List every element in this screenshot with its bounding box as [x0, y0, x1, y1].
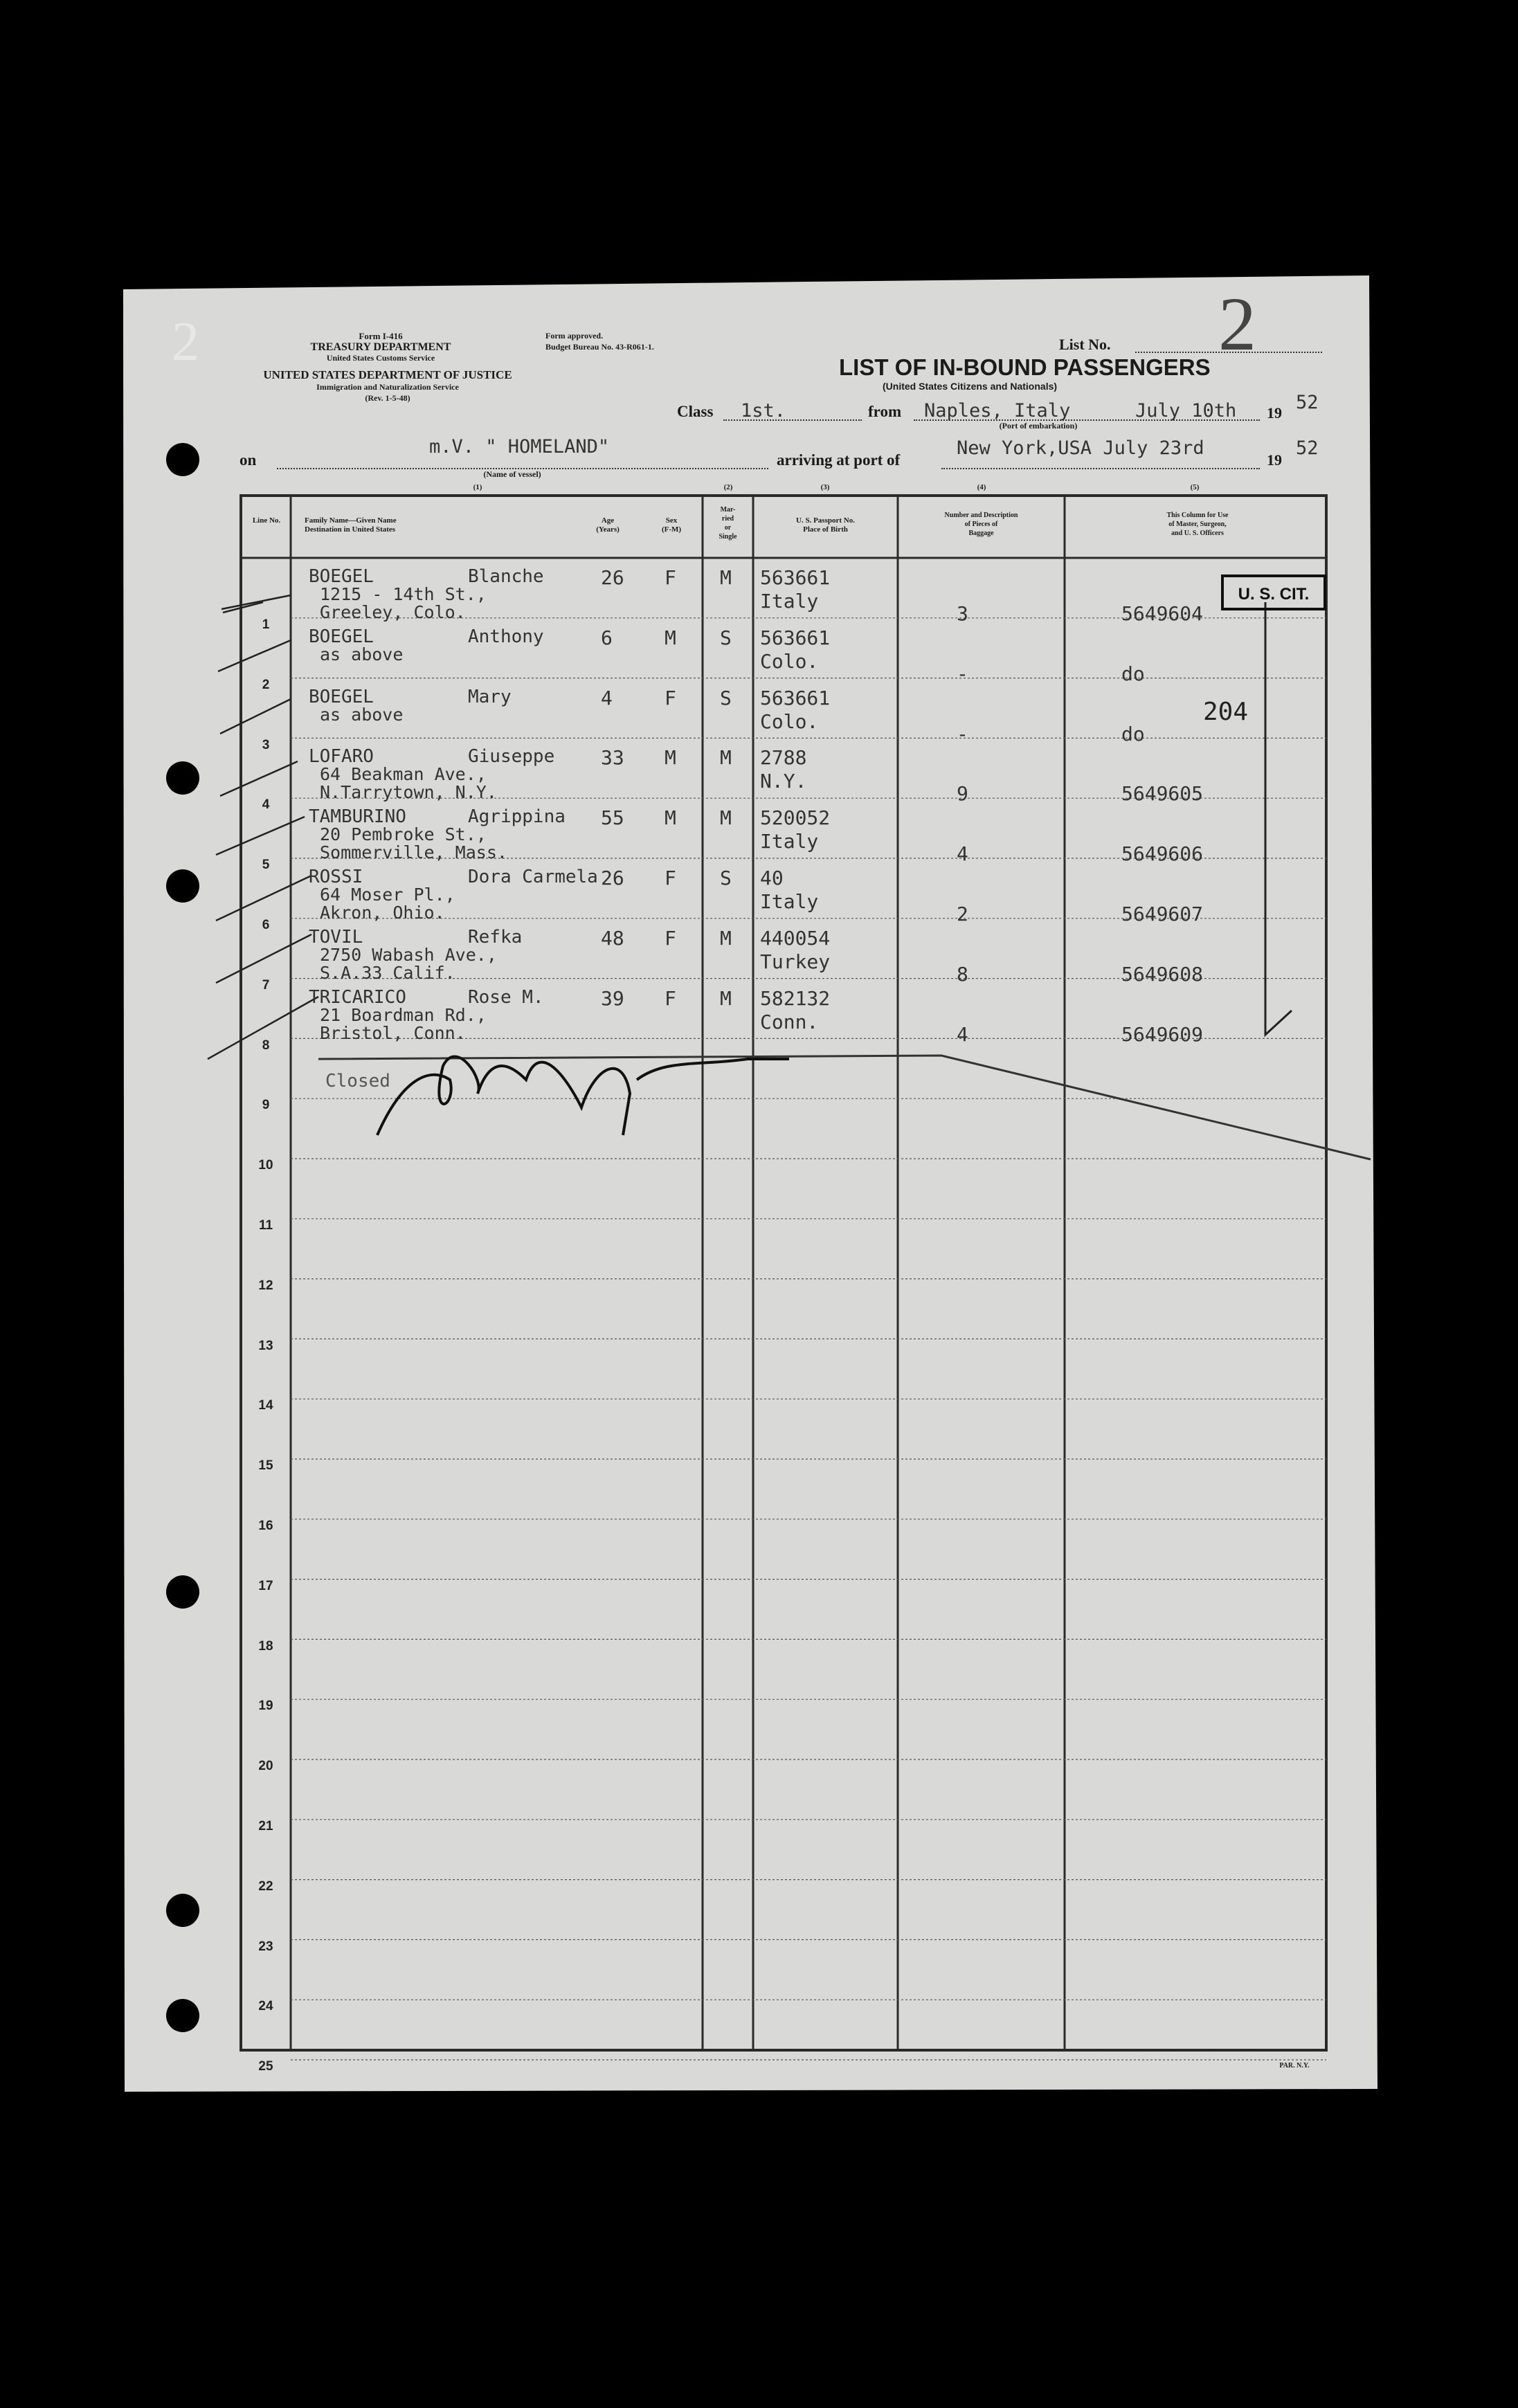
ins-label: Immigration and Naturalization Service: [316, 382, 459, 392]
age: 55: [601, 806, 624, 830]
given-name: Dora Carmela: [468, 867, 598, 887]
col-age: Age (Years): [596, 516, 620, 534]
line-number: 18: [258, 1638, 273, 1654]
baggage-count: -: [957, 662, 968, 685]
line-number: 9: [262, 1098, 270, 1113]
sex: M: [665, 746, 676, 770]
passport-number: 582132: [760, 986, 831, 1010]
line-number: 12: [258, 1278, 273, 1293]
sex: F: [665, 926, 676, 950]
age: 39: [601, 986, 624, 1010]
binder-hole: [166, 1575, 199, 1609]
destination-line-1: as above: [320, 644, 404, 664]
sex: F: [665, 867, 676, 889]
family-name: TAMBURINO: [309, 806, 406, 828]
family-name: TOVIL: [309, 926, 363, 948]
passport-number: 440054: [760, 926, 831, 950]
passport-number: 563661: [760, 686, 831, 709]
footer-mark: PAR. N.Y.: [1279, 2062, 1310, 2070]
age: 6: [601, 626, 613, 649]
col-num-2: (2): [723, 483, 733, 491]
binder-hole: [166, 869, 199, 903]
line-number: 3: [262, 737, 270, 752]
binder-hole: [166, 761, 199, 795]
rev-label: (Rev. 1-5-48): [365, 393, 410, 403]
line-number: 24: [258, 1999, 273, 2014]
arriving-label: arriving at port of: [777, 451, 901, 469]
from-value: Naples, Italy: [924, 400, 1071, 422]
justice-label: UNITED STATES DEPARTMENT OF JUSTICE: [263, 368, 512, 381]
line-number: 17: [258, 1578, 273, 1593]
given-name: Mary: [468, 686, 512, 707]
sex: M: [665, 806, 676, 830]
approval-line-2: Budget Bureau No. 43-R061-1.: [545, 342, 654, 352]
baggage-count: 3: [957, 602, 968, 625]
birthplace: Colo.: [760, 649, 819, 673]
col-officers: This Column for Use of Master, Surgeon, and U. S. Officers: [1166, 512, 1229, 537]
given-name: Agrippina: [468, 806, 566, 828]
line-number: 1: [262, 617, 270, 632]
birthplace: Colo.: [760, 709, 819, 733]
list-no-label: List No.: [1059, 336, 1111, 353]
treasury-label: TREASURY DEPARTMENT: [310, 341, 451, 353]
line-number: 5: [262, 858, 270, 873]
line-number: 20: [258, 1759, 273, 1774]
age: 26: [601, 867, 624, 889]
destination-line-2: Bristol, Conn.: [320, 1022, 466, 1043]
list-no-line: [1135, 352, 1322, 353]
line-number: 10: [258, 1158, 273, 1173]
form-subtitle: (United States Citizens and Nationals): [883, 381, 1058, 392]
destination-line-1: as above: [320, 704, 404, 725]
line-number: 14: [258, 1398, 273, 1413]
corner-number: 2: [172, 311, 199, 372]
binder-hole: [166, 1999, 199, 2032]
binder-hole: [166, 443, 199, 476]
destination-line-2: Akron, Ohio.: [320, 903, 445, 923]
class-label: Class: [677, 403, 714, 420]
age: 48: [601, 926, 624, 950]
birthplace: Italy: [760, 890, 819, 913]
destination-line-1: 20 Pembroke St.,: [320, 824, 487, 845]
binder-hole: [166, 1894, 199, 1927]
col-passport: U. S. Passport No. Place of Birth: [796, 516, 855, 534]
col-num-3: (3): [820, 483, 830, 491]
passport-number: 563661: [760, 626, 831, 649]
customs-label: United States Customs Service: [326, 353, 435, 363]
destination-line-2: S.A.33 Calif.: [320, 962, 455, 983]
baggage-count: 2: [957, 903, 968, 925]
col-name: Family Name—Given Name Destination in United States: [305, 516, 397, 534]
sex: F: [665, 686, 676, 709]
officer-note: 5649605: [1121, 782, 1204, 806]
age: 26: [601, 566, 624, 589]
line-number: 23: [258, 1939, 273, 1954]
given-name: Refka: [468, 926, 523, 948]
col-num-1: (1): [473, 483, 482, 491]
line-number: 8: [262, 1038, 270, 1053]
given-name: Rose M.: [468, 986, 544, 1008]
year-prefix: 19: [1267, 404, 1282, 422]
line-number: 21: [258, 1819, 273, 1834]
baggage-count: -: [957, 722, 968, 745]
birthplace: Turkey: [760, 950, 831, 973]
form-number: Form I-416: [359, 331, 403, 341]
sex: F: [665, 986, 676, 1010]
list-number-handwritten: 2: [1218, 282, 1256, 366]
arrival-year-prefix: 19: [1267, 451, 1282, 469]
birthplace: Italy: [760, 830, 819, 853]
passport-number: 2788: [760, 746, 807, 770]
family-name: BOEGEL: [309, 626, 374, 647]
line-number: 11: [258, 1218, 273, 1233]
form-title: LIST OF IN-BOUND PASSENGERS: [839, 354, 1211, 380]
officer-note: do: [1121, 722, 1145, 745]
line-number: 4: [262, 797, 270, 813]
line-number: 13: [258, 1338, 273, 1353]
destination-line-2: Greeley, Colo.: [320, 602, 466, 622]
col-num-4: (4): [977, 483, 986, 491]
line-number: 2: [262, 677, 270, 692]
col-married: Mar- ried or Single: [719, 506, 737, 541]
family-name: BOEGEL: [309, 566, 374, 587]
col-num-5: (5): [1190, 483, 1200, 491]
vessel-name: m.V. " HOMELAND": [429, 436, 610, 458]
col-sex: Sex (F-M): [661, 516, 682, 534]
destination-line-2: Sommerville, Mass.: [320, 842, 507, 863]
sex: M: [665, 626, 676, 649]
age: 33: [601, 746, 624, 770]
given-name: Anthony: [468, 626, 544, 647]
arrival-port: New York,USA July 23rd: [957, 437, 1204, 459]
passport-number: 563661: [760, 566, 831, 589]
line-number: 15: [258, 1458, 273, 1474]
baggage-count: 8: [957, 962, 968, 986]
officer-note: 5649608: [1121, 962, 1204, 986]
given-name: Blanche: [468, 566, 544, 587]
given-name: Giuseppe: [468, 746, 555, 768]
officer-note: 5649607: [1121, 903, 1204, 925]
line-number: 6: [262, 918, 270, 932]
baggage-count: 4: [957, 842, 968, 866]
birthplace: Italy: [760, 590, 819, 613]
age: 4: [601, 686, 613, 709]
destination-line-1: 64 Moser Pl.,: [320, 885, 455, 905]
baggage-count: 9: [957, 782, 968, 806]
marital-status: S: [720, 626, 732, 649]
line-number: 22: [258, 1879, 273, 1894]
closed-note: Closed: [325, 1071, 390, 1092]
col-baggage: Number and Description of Pieces of Baggage: [944, 512, 1018, 537]
vessel-caption: (Name of vessel): [483, 469, 541, 479]
marital-status: M: [720, 566, 732, 589]
port-embark-caption: (Port of embarkation): [999, 421, 1078, 431]
marital-status: M: [720, 746, 732, 770]
marital-status: S: [720, 867, 732, 889]
destination-line-1: 64 Beakman Ave.,: [320, 764, 487, 785]
marital-status: M: [720, 806, 732, 830]
marital-status: M: [720, 986, 732, 1010]
birthplace: N.Y.: [760, 770, 807, 793]
passport-number: 520052: [760, 806, 831, 830]
officer-note: 5649606: [1121, 842, 1204, 866]
family-name: LOFARO: [309, 746, 374, 768]
destination-line-1: 2750 Wabash Ave.,: [320, 944, 497, 965]
arrival-year: 52: [1296, 437, 1319, 459]
destination-line-2: N.Tarrytown, N.Y.: [320, 782, 497, 803]
on-label: on: [240, 451, 257, 469]
class-value: 1st.: [741, 400, 786, 422]
birthplace: Conn.: [760, 1010, 819, 1033]
stamp-count: 204: [1203, 698, 1249, 726]
embark-year: 52: [1296, 392, 1319, 413]
marital-status: S: [720, 686, 732, 709]
sex: F: [665, 566, 676, 589]
destination-line-1: 1215 - 14th St.,: [320, 584, 487, 604]
approval-line-1: Form approved.: [545, 331, 604, 341]
officer-note: 5649604: [1121, 602, 1204, 625]
line-number: 25: [258, 2059, 273, 2074]
family-name: BOEGEL: [309, 686, 374, 707]
family-name: ROSSI: [309, 867, 363, 887]
officer-note: do: [1121, 662, 1145, 685]
line-number: 19: [258, 1699, 273, 1714]
embark-date: July 10th: [1135, 400, 1237, 422]
baggage-count: 4: [957, 1022, 968, 1046]
passport-number: 40: [760, 867, 784, 889]
col-line-no: Line No.: [252, 516, 281, 525]
marital-status: M: [720, 926, 732, 950]
line-number: 7: [262, 977, 270, 993]
line-number: 16: [258, 1519, 273, 1533]
destination-line-1: 21 Boardman Rd.,: [320, 1004, 487, 1025]
from-label: from: [868, 403, 902, 420]
family-name: TRICARICO: [309, 986, 406, 1008]
us-cit-stamp-text: U. S. CIT.: [1238, 585, 1310, 604]
officer-note: 5649609: [1121, 1022, 1204, 1046]
